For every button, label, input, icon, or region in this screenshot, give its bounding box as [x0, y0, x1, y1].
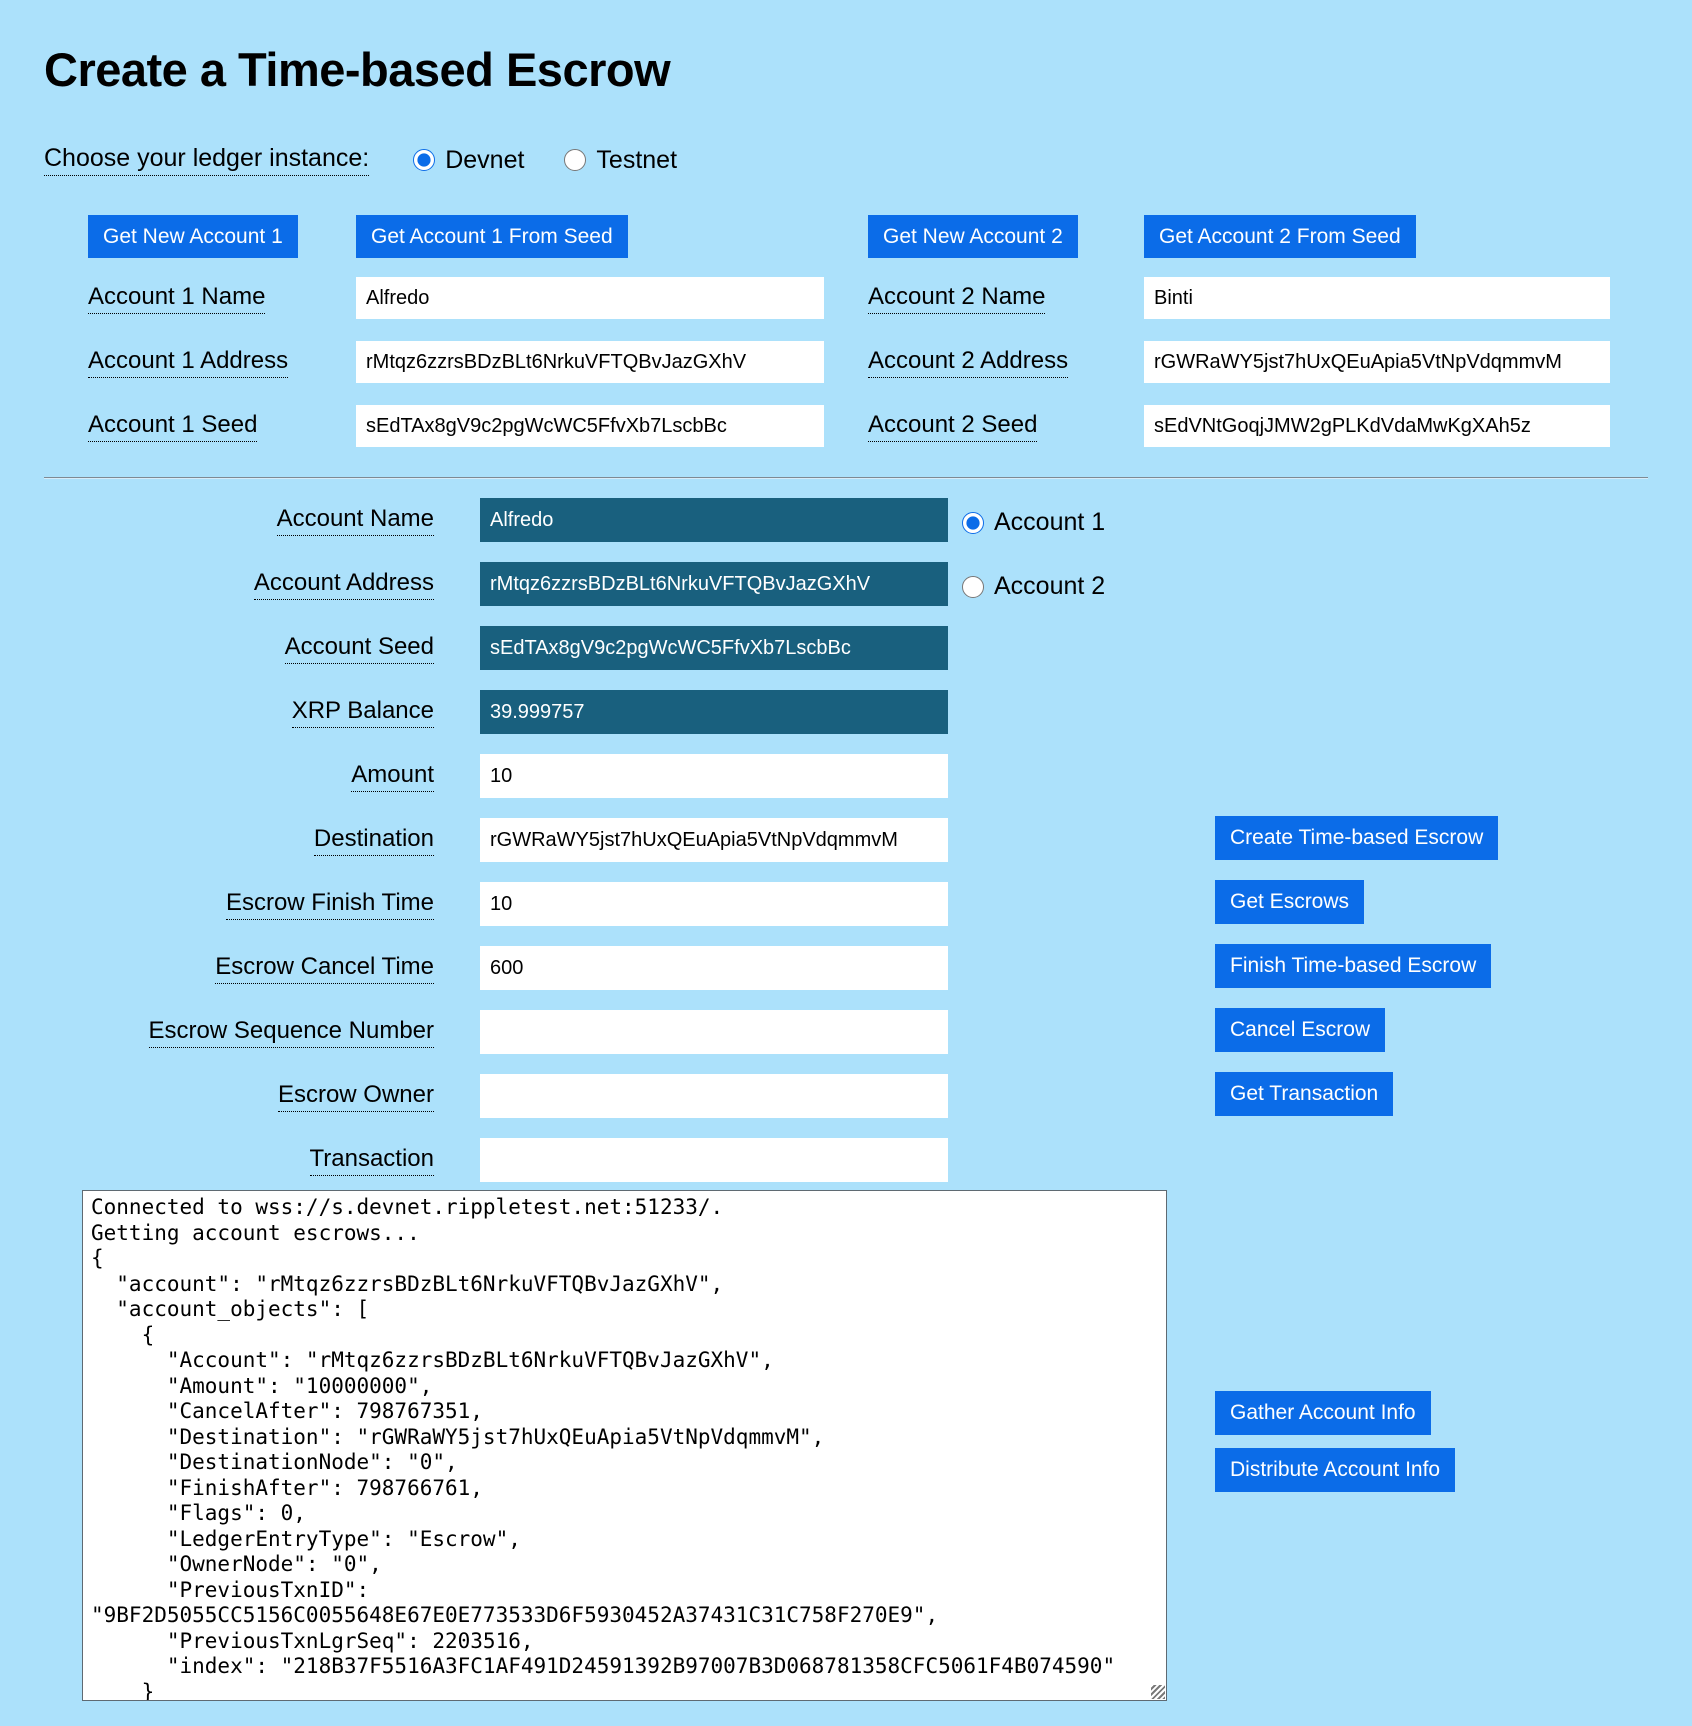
account-address-field[interactable]: [480, 562, 948, 606]
account1-name-input[interactable]: [356, 277, 824, 319]
page-title: Create a Time-based Escrow: [44, 43, 671, 96]
account2-name-input[interactable]: [1144, 277, 1610, 319]
account-name-label: Account Name: [277, 505, 434, 536]
account2-name-label: Account 2 Name: [868, 283, 1045, 314]
account1-name-label: Account 1 Name: [88, 283, 265, 314]
account1-seed-input[interactable]: [356, 405, 824, 447]
escrow-sequence-number-label: Escrow Sequence Number: [149, 1017, 434, 1048]
create-time-based-escrow-button[interactable]: Create Time-based Escrow: [1215, 816, 1498, 860]
account1-address-input[interactable]: [356, 341, 824, 383]
account-seed-field[interactable]: [480, 626, 948, 670]
account-seed-label: Account Seed: [285, 633, 434, 664]
get-transaction-button[interactable]: Get Transaction: [1215, 1072, 1393, 1116]
escrow-owner-label: Escrow Owner: [278, 1081, 434, 1112]
escrow-finish-time-field[interactable]: [480, 882, 948, 926]
amount-label: Amount: [351, 761, 434, 792]
account2-seed-input[interactable]: [1144, 405, 1610, 447]
account1-radio-label: Account 1: [994, 508, 1106, 536]
get-new-account1-button[interactable]: Get New Account 1: [88, 215, 298, 258]
amount-field[interactable]: [480, 754, 948, 798]
account2-address-label: Account 2 Address: [868, 347, 1068, 378]
transaction-label: Transaction: [310, 1145, 435, 1176]
escrow-cancel-time-label: Escrow Cancel Time: [215, 953, 434, 984]
account1-seed-label: Account 1 Seed: [88, 411, 257, 442]
xrp-balance-field[interactable]: [480, 690, 948, 734]
escrow-finish-time-label: Escrow Finish Time: [226, 889, 434, 920]
gather-account-info-button[interactable]: Gather Account Info: [1215, 1391, 1431, 1435]
get-escrows-button[interactable]: Get Escrows: [1215, 880, 1364, 924]
account2-address-input[interactable]: [1144, 341, 1610, 383]
select-account1-option[interactable]: [962, 508, 1105, 537]
get-account2-from-seed-button[interactable]: Get Account 2 From Seed: [1144, 215, 1416, 258]
cancel-escrow-button[interactable]: Cancel Escrow: [1215, 1008, 1385, 1052]
escrow-sequence-number-field[interactable]: [480, 1010, 948, 1054]
section-divider: [44, 477, 1648, 479]
select-account2-option[interactable]: [962, 572, 1105, 601]
ledger-option-testnet[interactable]: [564, 146, 677, 175]
escrow-owner-field[interactable]: [480, 1074, 948, 1118]
destination-label: Destination: [314, 825, 434, 856]
account2-radio-label: Account 2: [994, 572, 1106, 600]
account1-address-label: Account 1 Address: [88, 347, 288, 378]
distribute-account-info-button[interactable]: Distribute Account Info: [1215, 1448, 1455, 1492]
transaction-field[interactable]: [480, 1138, 948, 1182]
testnet-label: Testnet: [596, 145, 678, 174]
account1-radio[interactable]: [962, 512, 984, 534]
get-new-account2-button[interactable]: Get New Account 2: [868, 215, 1078, 258]
devnet-label: Devnet: [445, 145, 525, 174]
account-address-label: Account Address: [254, 569, 434, 600]
console-output[interactable]: [82, 1190, 1167, 1701]
finish-time-based-escrow-button[interactable]: Finish Time-based Escrow: [1215, 944, 1491, 988]
account-name-field[interactable]: [480, 498, 948, 542]
destination-field[interactable]: [480, 818, 948, 862]
ledger-option-devnet[interactable]: [413, 146, 524, 175]
escrow-cancel-time-field[interactable]: [480, 946, 948, 990]
account2-seed-label: Account 2 Seed: [868, 411, 1037, 442]
ledger-instance-row: [44, 144, 677, 176]
devnet-radio[interactable]: [413, 149, 435, 171]
testnet-radio[interactable]: [564, 149, 586, 171]
get-account1-from-seed-button[interactable]: Get Account 1 From Seed: [356, 215, 628, 258]
ledger-instance-label: Choose your ledger instance:: [44, 144, 369, 176]
account2-radio[interactable]: [962, 576, 984, 598]
textarea-resize-handle[interactable]: [1151, 1685, 1165, 1699]
xrp-balance-label: XRP Balance: [292, 697, 434, 728]
